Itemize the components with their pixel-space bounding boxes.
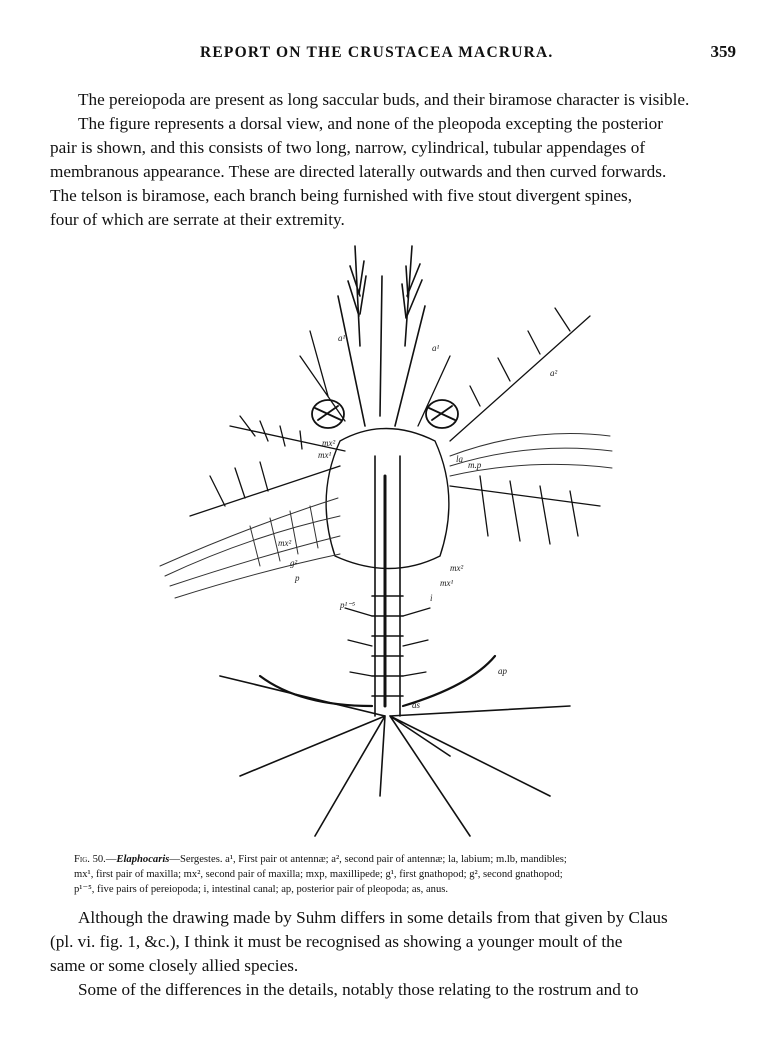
larva-illustration <box>150 236 630 846</box>
page-number: 359 <box>710 42 736 61</box>
figure-caption <box>74 852 734 897</box>
text-line: Although the drawing made by Suhm differs in some details from that given by Claus <box>78 908 668 927</box>
label-mx2-left: mx² <box>278 538 292 548</box>
paragraph-pereiopoda <box>50 88 730 232</box>
label-a1: a¹ <box>338 333 346 343</box>
text-line: membranous appearance. These are directed laterally outwards and then curved forwards. <box>50 162 667 181</box>
text-line: (pl. vi. fig. 1, &c.), I think it must be recognised as showing a younger moult of the <box>50 932 623 951</box>
caption-fig-name: Elaphocaris <box>116 854 170 865</box>
caption-line-1 <box>74 852 734 867</box>
label-as: as <box>412 700 421 710</box>
text-line: pair is shown, and this consists of two long, narrow, cylindrical, tubular appendages of <box>50 138 646 157</box>
label-mx1: mx¹ <box>318 450 332 460</box>
label-ap: ap <box>498 666 507 676</box>
caption-line-2: mx¹, first pair of maxilla; mx², second pair of maxilla; mxp, maxillipede; g¹, first gnathopod; g², second gnathopod; <box>74 869 563 880</box>
paragraph-differences <box>50 978 730 1002</box>
abdomen <box>372 456 403 716</box>
label-mx1-right: mx¹ <box>440 578 454 588</box>
label-mx2-right: mx² <box>450 563 464 573</box>
label-mp: m.p <box>468 460 482 470</box>
text-line: The pereiopoda are present as long saccular buds, and their biramose character is visible. <box>78 90 690 109</box>
telson-spines <box>220 676 570 836</box>
paragraph-suhm-drawing <box>50 906 730 978</box>
label-mx2: mx² <box>322 438 336 448</box>
caption-line-3: p¹⁻⁵, five pairs of pereiopoda; i, intestinal canal; ap, posterior pair of pleopoda; as, anus. <box>74 884 449 895</box>
label-p1-5: p¹⁻⁵ <box>340 600 356 610</box>
label-g2: g² <box>290 558 298 568</box>
label-la: la <box>456 454 464 464</box>
carapace <box>326 429 449 569</box>
running-head <box>0 44 776 68</box>
label-a2: a² <box>550 368 558 378</box>
text-line: four of which are serrate at their extremity. <box>50 210 345 229</box>
abdominal-spines <box>345 608 430 676</box>
antennule-plumes <box>338 246 425 426</box>
posterior-pleopods <box>260 656 495 706</box>
text-line: Some of the differences in the details, notably those relating to the rostrum and to <box>78 980 639 999</box>
text-line: The telson is biramose, each branch being furnished with five stout divergent spines, <box>50 186 633 205</box>
caption-fig-number: Fig. 50.— <box>74 854 117 865</box>
label-i: i <box>430 593 433 603</box>
caption-line-1-text: —Sergestes. a¹, First pair ot antennæ; a², second pair of antennæ; la, labium; m.lb, mandibles; <box>169 854 567 865</box>
figure-elaphocaris <box>150 236 630 846</box>
running-title: REPORT ON THE CRUSTACEA MACRURA. <box>200 44 554 61</box>
label-p: p <box>295 573 300 583</box>
label-a1-right: a¹ <box>432 343 440 353</box>
text-line: same or some closely allied species. <box>50 956 299 975</box>
text-line: The figure represents a dorsal view, and none of the pleopoda excepting the posterior <box>78 114 663 133</box>
